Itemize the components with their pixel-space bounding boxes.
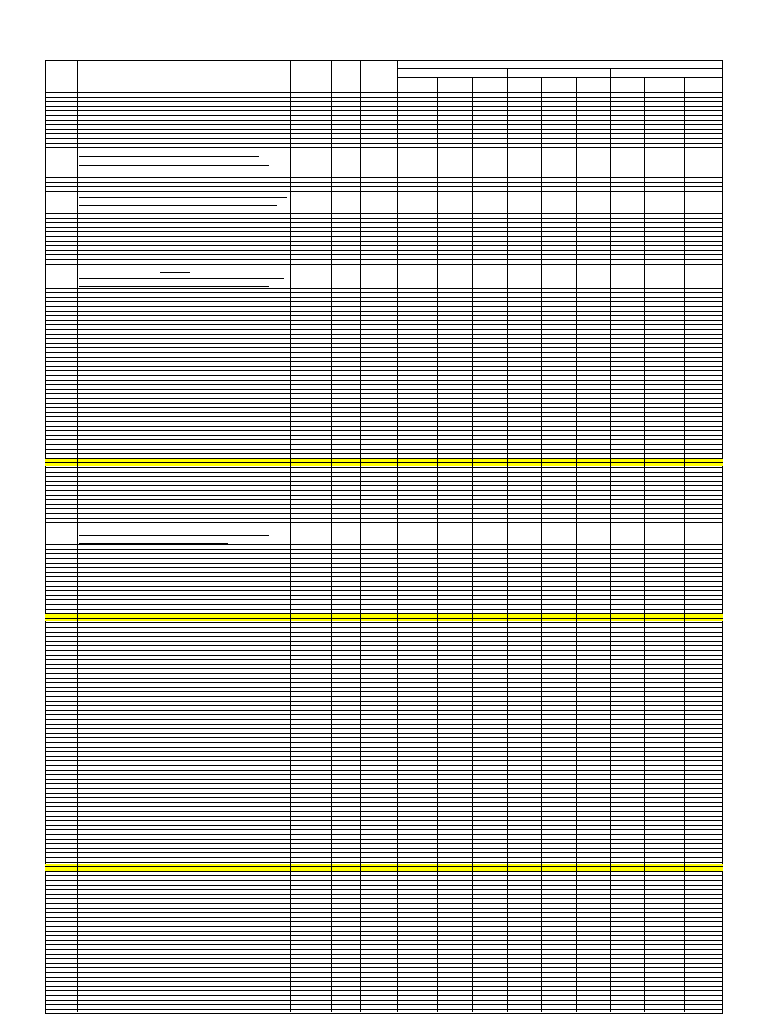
cell-underline xyxy=(79,197,287,198)
row-line xyxy=(45,783,723,784)
row-line xyxy=(45,705,723,706)
row-line xyxy=(45,866,723,867)
row-line xyxy=(45,421,723,422)
row-line xyxy=(45,719,723,720)
row-line xyxy=(45,306,723,307)
row-line xyxy=(45,558,723,559)
sub-column-line xyxy=(437,77,438,1012)
cell-underline xyxy=(79,543,228,544)
row-line xyxy=(45,120,723,121)
row-line xyxy=(45,917,723,918)
row-line xyxy=(45,398,723,399)
row-line xyxy=(45,875,723,876)
row-line xyxy=(45,590,723,591)
group-column-line xyxy=(507,68,508,1012)
row-line xyxy=(45,338,723,339)
row-line xyxy=(45,632,723,633)
row-line xyxy=(45,416,723,417)
row-line xyxy=(45,963,723,964)
row-line xyxy=(45,779,723,780)
row-line xyxy=(45,106,723,107)
row-line xyxy=(45,292,723,293)
row-line xyxy=(45,476,723,477)
sub-column-line xyxy=(644,77,645,1012)
row-line xyxy=(45,347,723,348)
row-line xyxy=(45,742,723,743)
row-line xyxy=(45,467,723,468)
row-line xyxy=(45,508,723,509)
row-line xyxy=(45,903,723,904)
row-line xyxy=(45,682,723,683)
row-line xyxy=(45,613,723,614)
row-line xyxy=(45,449,723,450)
row-line xyxy=(45,124,723,125)
row-line xyxy=(45,728,723,729)
row-line xyxy=(45,641,723,642)
row-line xyxy=(45,678,723,679)
highlight-band xyxy=(45,613,723,621)
row-line xyxy=(45,908,723,909)
row-line xyxy=(45,412,723,413)
group-column-line xyxy=(610,68,611,1012)
row-line xyxy=(45,733,723,734)
row-line xyxy=(45,572,723,573)
row-line xyxy=(45,384,723,385)
row-line xyxy=(45,458,723,459)
row-line xyxy=(45,241,723,242)
row-line xyxy=(45,1000,723,1001)
row-line xyxy=(45,567,723,568)
row-line xyxy=(45,288,723,289)
row-line xyxy=(45,407,723,408)
row-line xyxy=(45,816,723,817)
row-line xyxy=(45,343,723,344)
row-line xyxy=(45,259,723,260)
row-line xyxy=(45,894,723,895)
row-line xyxy=(45,843,723,844)
row-line xyxy=(45,264,723,265)
row-line xyxy=(45,177,723,178)
row-line xyxy=(45,92,723,93)
row-line xyxy=(45,604,723,605)
row-line xyxy=(45,673,723,674)
row-line xyxy=(45,352,723,353)
row-line xyxy=(45,714,723,715)
row-line xyxy=(45,756,723,757)
row-line xyxy=(45,1009,723,1010)
row-line xyxy=(45,935,723,936)
row-line xyxy=(45,329,723,330)
row-line xyxy=(45,609,723,610)
row-line xyxy=(45,430,723,431)
row-line xyxy=(45,880,723,881)
row-line xyxy=(45,101,723,102)
row-line xyxy=(45,133,723,134)
row-line xyxy=(45,724,723,725)
row-line xyxy=(45,453,723,454)
row-line xyxy=(45,668,723,669)
row-line xyxy=(45,834,723,835)
row-line xyxy=(45,129,723,130)
row-line xyxy=(45,138,723,139)
row-line xyxy=(45,618,723,619)
row-line xyxy=(45,426,723,427)
row-line xyxy=(45,499,723,500)
row-line xyxy=(45,696,723,697)
row-line xyxy=(45,297,723,298)
row-line xyxy=(45,472,723,473)
row-line xyxy=(45,797,723,798)
row-line xyxy=(45,820,723,821)
column-line xyxy=(397,60,398,1012)
cell-underline xyxy=(160,272,190,273)
row-line xyxy=(45,655,723,656)
row-line xyxy=(45,825,723,826)
row-line xyxy=(45,595,723,596)
row-line xyxy=(45,889,723,890)
row-line xyxy=(45,967,723,968)
sub-column-line xyxy=(472,77,473,1012)
sub-column-line xyxy=(576,77,577,1012)
row-line xyxy=(45,848,723,849)
row-line xyxy=(45,765,723,766)
cell-underline xyxy=(79,286,269,287)
row-line xyxy=(45,760,723,761)
header-subline xyxy=(397,68,722,69)
row-line xyxy=(45,182,723,183)
row-line xyxy=(45,990,723,991)
row-line xyxy=(45,622,723,623)
row-line xyxy=(45,995,723,996)
row-line xyxy=(45,544,723,545)
row-line xyxy=(45,811,723,812)
row-line xyxy=(45,236,723,237)
row-line xyxy=(45,958,723,959)
row-line xyxy=(45,435,723,436)
row-line xyxy=(45,444,723,445)
row-line xyxy=(45,806,723,807)
row-line xyxy=(45,751,723,752)
row-line xyxy=(45,659,723,660)
row-line xyxy=(45,586,723,587)
row-line xyxy=(45,737,723,738)
row-line xyxy=(45,301,723,302)
row-line xyxy=(45,334,723,335)
row-line xyxy=(45,481,723,482)
row-line xyxy=(45,315,723,316)
row-line xyxy=(45,931,723,932)
row-line xyxy=(45,747,723,748)
row-line xyxy=(45,495,723,496)
row-line xyxy=(45,549,723,550)
row-line xyxy=(45,522,723,523)
row-line xyxy=(45,324,723,325)
column-line xyxy=(360,60,361,1012)
row-line xyxy=(45,222,723,223)
row-line xyxy=(45,250,723,251)
row-line xyxy=(45,986,723,987)
row-line xyxy=(45,921,723,922)
row-line xyxy=(45,245,723,246)
cell-underline xyxy=(79,205,277,206)
row-line xyxy=(45,143,723,144)
row-line xyxy=(45,462,723,463)
row-line xyxy=(45,393,723,394)
row-line xyxy=(45,949,723,950)
cell-underline xyxy=(79,165,269,166)
column-line xyxy=(290,60,291,1012)
row-line xyxy=(45,793,723,794)
row-line xyxy=(45,1004,723,1005)
sub-column-line xyxy=(684,77,685,1012)
row-line xyxy=(45,898,723,899)
row-line xyxy=(45,636,723,637)
row-line xyxy=(45,576,723,577)
row-line xyxy=(45,627,723,628)
row-line xyxy=(45,218,723,219)
row-line xyxy=(45,829,723,830)
row-line xyxy=(45,839,723,840)
row-line xyxy=(45,513,723,514)
row-line xyxy=(45,977,723,978)
row-line xyxy=(45,857,723,858)
row-line xyxy=(45,97,723,98)
row-line xyxy=(45,944,723,945)
row-line xyxy=(45,701,723,702)
row-line xyxy=(45,389,723,390)
row-line xyxy=(45,227,723,228)
row-line xyxy=(45,186,723,187)
row-line xyxy=(45,375,723,376)
row-line xyxy=(45,518,723,519)
row-line xyxy=(45,60,723,61)
row-line xyxy=(45,885,723,886)
row-line xyxy=(45,645,723,646)
row-line xyxy=(45,485,723,486)
row-line xyxy=(45,852,723,853)
row-line xyxy=(45,504,723,505)
row-line xyxy=(45,940,723,941)
row-line xyxy=(45,311,723,312)
row-line xyxy=(45,254,723,255)
row-line xyxy=(45,710,723,711)
row-line xyxy=(45,380,723,381)
row-line xyxy=(45,774,723,775)
row-line xyxy=(45,650,723,651)
cell-underline xyxy=(79,535,269,536)
row-line xyxy=(45,191,723,192)
row-line xyxy=(45,110,723,111)
row-line xyxy=(45,115,723,116)
row-line xyxy=(45,871,723,872)
sub-column-line xyxy=(541,77,542,1012)
column-line xyxy=(331,60,332,1012)
row-line xyxy=(45,357,723,358)
row-line xyxy=(45,912,723,913)
row-line xyxy=(45,981,723,982)
row-line xyxy=(45,553,723,554)
row-line xyxy=(45,664,723,665)
row-line xyxy=(45,926,723,927)
row-line xyxy=(45,231,723,232)
row-line xyxy=(45,403,723,404)
header-subline xyxy=(397,77,722,78)
cell-underline xyxy=(79,278,284,279)
row-line xyxy=(45,147,723,148)
row-line xyxy=(45,563,723,564)
column-line xyxy=(77,60,78,1012)
cell-underline xyxy=(79,156,259,157)
row-line xyxy=(45,439,723,440)
row-line xyxy=(45,581,723,582)
row-line xyxy=(45,954,723,955)
row-line xyxy=(45,599,723,600)
row-line xyxy=(45,370,723,371)
row-line xyxy=(45,788,723,789)
row-line xyxy=(45,213,723,214)
row-line xyxy=(45,802,723,803)
row-line xyxy=(45,366,723,367)
row-line xyxy=(45,320,723,321)
row-line xyxy=(45,691,723,692)
row-line xyxy=(45,687,723,688)
row-line xyxy=(45,770,723,771)
row-line xyxy=(45,361,723,362)
row-line xyxy=(45,972,723,973)
row-line xyxy=(45,490,723,491)
row-line xyxy=(45,862,723,863)
